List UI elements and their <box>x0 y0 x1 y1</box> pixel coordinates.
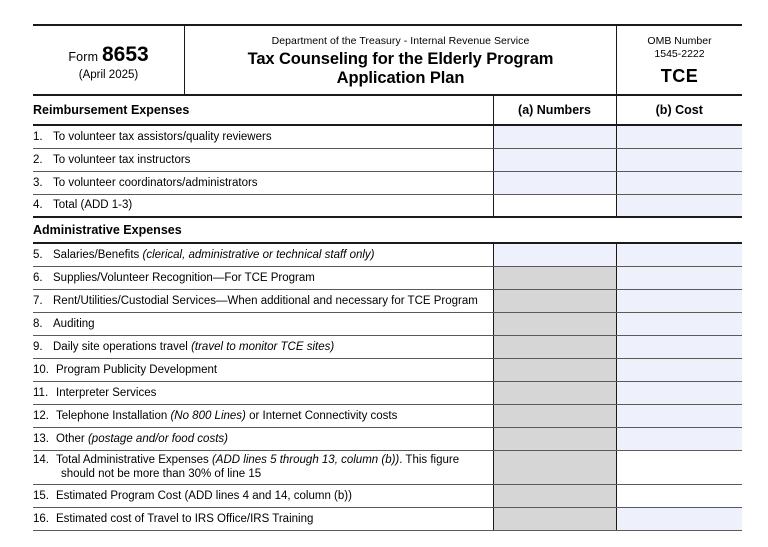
row-14-label <box>33 450 493 484</box>
form-number: 8653 <box>101 43 149 66</box>
row-9-text: Daily site operations travel <box>53 340 192 353</box>
row-14-text: Total Administrative Expenses <box>56 453 212 466</box>
row-1-number: 1. <box>33 130 43 143</box>
row-7-text: Rent/Utilities/Custodial Services—When additional and necessary for TCE Program <box>53 294 478 307</box>
row-6-blocked-numbers <box>493 266 616 289</box>
row-16-label <box>33 507 493 530</box>
row-2-number: 2. <box>33 153 43 166</box>
row-9-number: 9. <box>33 340 43 353</box>
row-12-field-cost[interactable] <box>616 404 742 427</box>
form-word: Form <box>68 50 99 64</box>
row-7-field-cost[interactable] <box>616 289 742 312</box>
form-title-line2: Application Plan <box>336 69 465 87</box>
row-12-blocked-numbers <box>493 404 616 427</box>
table-row <box>33 381 742 404</box>
row-1-field-numbers[interactable] <box>493 125 616 148</box>
row-7-number: 7. <box>33 294 43 307</box>
row-15-field-cost[interactable] <box>616 484 742 507</box>
row-16-text: Estimated cost of Travel to IRS Office/IRS Training <box>56 512 314 525</box>
row-3-label <box>33 171 493 194</box>
omb-label: OMB Number <box>647 35 712 47</box>
row-8-field-cost[interactable] <box>616 312 742 335</box>
row-10-field-cost[interactable] <box>616 358 742 381</box>
row-12-text2: or Internet Connectivity costs <box>245 409 398 422</box>
row-11-field-cost[interactable] <box>616 381 742 404</box>
row-1-text: To volunteer tax assistors/quality reviewers <box>53 130 272 143</box>
form-title-block <box>185 26 617 94</box>
row-5-field-cost[interactable] <box>616 243 742 266</box>
row-6-label <box>33 266 493 289</box>
row-7-label <box>33 289 493 312</box>
table-row <box>33 427 742 450</box>
row-9-note: (travel to monitor TCE sites) <box>191 340 335 353</box>
table-row <box>33 450 742 484</box>
row-10-number: 10. <box>33 363 49 376</box>
row-16-field-cost[interactable] <box>616 507 742 530</box>
row-15-number: 15. <box>33 489 49 502</box>
row-5-note: (clerical, administrative or technical staff only) <box>142 248 375 261</box>
row-14-text2: . This figure <box>399 453 460 466</box>
row-11-text: Interpreter Services <box>56 386 157 399</box>
row-2-label <box>33 148 493 171</box>
agency-line: Department of the Treasury - Internal Revenue Service <box>271 35 530 47</box>
table-header-row <box>33 96 742 125</box>
table-row <box>33 125 742 148</box>
row-12-label <box>33 404 493 427</box>
row-8-label <box>33 312 493 335</box>
row-2-field-numbers[interactable] <box>493 148 616 171</box>
row-13-blocked-numbers <box>493 427 616 450</box>
row-9-field-cost[interactable] <box>616 335 742 358</box>
table-row <box>33 484 742 507</box>
row-11-label <box>33 381 493 404</box>
row-11-blocked-numbers <box>493 381 616 404</box>
table-row <box>33 266 742 289</box>
row-1-field-cost[interactable] <box>616 125 742 148</box>
table-row <box>33 312 742 335</box>
row-5-text: Salaries/Benefits <box>53 248 143 261</box>
row-16-number: 16. <box>33 512 49 525</box>
row-5-label <box>33 243 493 266</box>
row-2-text: To volunteer tax instructors <box>53 153 191 166</box>
expenses-table <box>33 96 742 531</box>
row-12-text: Telephone Installation <box>56 409 171 422</box>
form-page <box>33 24 742 531</box>
table-row <box>33 243 742 266</box>
row-14-note: (ADD lines 5 through 13, column (b)) <box>211 453 400 466</box>
row-4-field-numbers <box>493 194 616 217</box>
form-revision-date: (April 2025) <box>78 69 139 81</box>
row-2-field-cost[interactable] <box>616 148 742 171</box>
row-9-blocked-numbers <box>493 335 616 358</box>
row-8-blocked-numbers <box>493 312 616 335</box>
row-12-note: (No 800 Lines) <box>170 409 246 422</box>
table-row <box>33 358 742 381</box>
row-5-field-numbers[interactable] <box>493 243 616 266</box>
row-4-label <box>33 194 493 217</box>
row-11-number: 11. <box>33 386 49 399</box>
row-1-label <box>33 125 493 148</box>
form-title <box>248 50 554 88</box>
row-3-text: To volunteer coordinators/administrators <box>53 176 258 189</box>
row-15-text: Estimated Program Cost (ADD lines 4 and 14, column (b)) <box>56 489 352 502</box>
table-row <box>33 148 742 171</box>
omb-block <box>617 26 742 94</box>
row-9-label <box>33 335 493 358</box>
row-15-blocked-numbers <box>493 484 616 507</box>
form-number-block <box>33 26 185 94</box>
row-6-number: 6. <box>33 271 43 284</box>
form-title-line1: Tax Counseling for the Elderly Program <box>247 50 554 68</box>
table-row <box>33 404 742 427</box>
row-4-number: 4. <box>33 199 43 212</box>
row-13-label <box>33 427 493 450</box>
row-15-label <box>33 484 493 507</box>
section-header-label: Administrative Expenses <box>33 217 742 243</box>
row-14-field-cost[interactable] <box>616 450 742 484</box>
row-12-number: 12. <box>33 409 49 422</box>
table-row <box>33 335 742 358</box>
row-6-text: Supplies/Volunteer Recognition—For TCE Program <box>53 271 315 284</box>
row-13-field-cost[interactable] <box>616 427 742 450</box>
section-header-administrative <box>33 217 742 243</box>
row-13-number: 13. <box>33 432 49 445</box>
row-14-number: 14. <box>33 453 49 466</box>
row-3-field-cost[interactable] <box>616 171 742 194</box>
row-4-text: Total (ADD 1-3) <box>53 199 133 212</box>
header-col-b: (b) Cost <box>616 96 742 125</box>
row-6-field-cost[interactable] <box>616 266 742 289</box>
row-3-field-numbers[interactable] <box>493 171 616 194</box>
row-13-text: Other <box>56 432 88 445</box>
row-3-number: 3. <box>33 176 43 189</box>
omb-number: 1545-2222 <box>654 48 705 60</box>
row-4-field-cost[interactable] <box>616 194 742 217</box>
row-8-text: Auditing <box>53 317 95 330</box>
form-masthead <box>33 24 742 96</box>
row-16-blocked-numbers <box>493 507 616 530</box>
table-row <box>33 194 742 217</box>
row-10-blocked-numbers <box>493 358 616 381</box>
row-14-text-line2: should not be more than 30% of line 15 <box>61 468 262 480</box>
header-reimbursement-expenses: Reimbursement Expenses <box>33 96 493 125</box>
header-col-a: (a) Numbers <box>493 96 616 125</box>
row-10-label <box>33 358 493 381</box>
omb-code: TCE <box>660 66 699 86</box>
row-10-text: Program Publicity Development <box>56 363 218 376</box>
row-5-number: 5. <box>33 248 43 261</box>
row-8-number: 8. <box>33 317 43 330</box>
table-row <box>33 171 742 194</box>
table-row <box>33 507 742 530</box>
row-7-blocked-numbers <box>493 289 616 312</box>
form-number-line <box>68 43 148 67</box>
row-14-blocked-numbers <box>493 450 616 484</box>
table-row <box>33 289 742 312</box>
row-13-note: (postage and/or food costs) <box>87 432 228 445</box>
